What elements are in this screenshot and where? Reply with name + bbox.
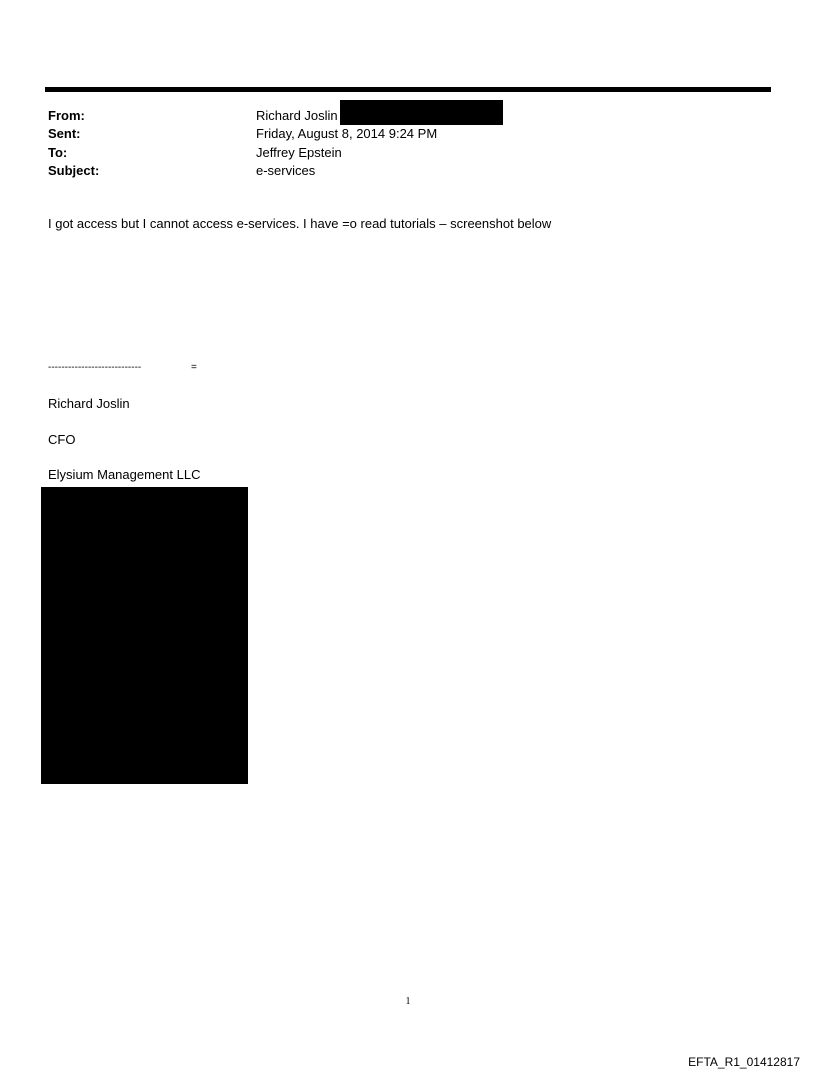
- header-rule: [45, 87, 771, 92]
- redaction-email: [340, 100, 503, 125]
- sent-label: Sent:: [48, 126, 81, 141]
- to-label: To:: [48, 145, 68, 160]
- subject-label: Subject:: [48, 163, 100, 178]
- from-value: Richard Joslin: [256, 108, 338, 123]
- signature-separator: ----------------------------: [48, 362, 142, 373]
- redaction-block: [41, 487, 248, 784]
- subject-value: e-services: [256, 163, 316, 178]
- message-body: I got access but I cannot access e-services. I have =o read tutorials – screenshot below: [48, 216, 552, 231]
- document-id: EFTA_R1_01412817: [688, 1055, 800, 1069]
- signature-name: Richard Joslin: [48, 396, 130, 411]
- to-value: Jeffrey Epstein: [256, 145, 342, 160]
- signature-title: CFO: [48, 432, 76, 447]
- sent-value: Friday, August 8, 2014 9:24 PM: [256, 126, 438, 141]
- signature-separator-trail: =: [191, 362, 197, 373]
- page-number: 1: [405, 996, 411, 1007]
- signature-company: Elysium Management LLC: [48, 467, 201, 482]
- from-label: From:: [48, 108, 85, 123]
